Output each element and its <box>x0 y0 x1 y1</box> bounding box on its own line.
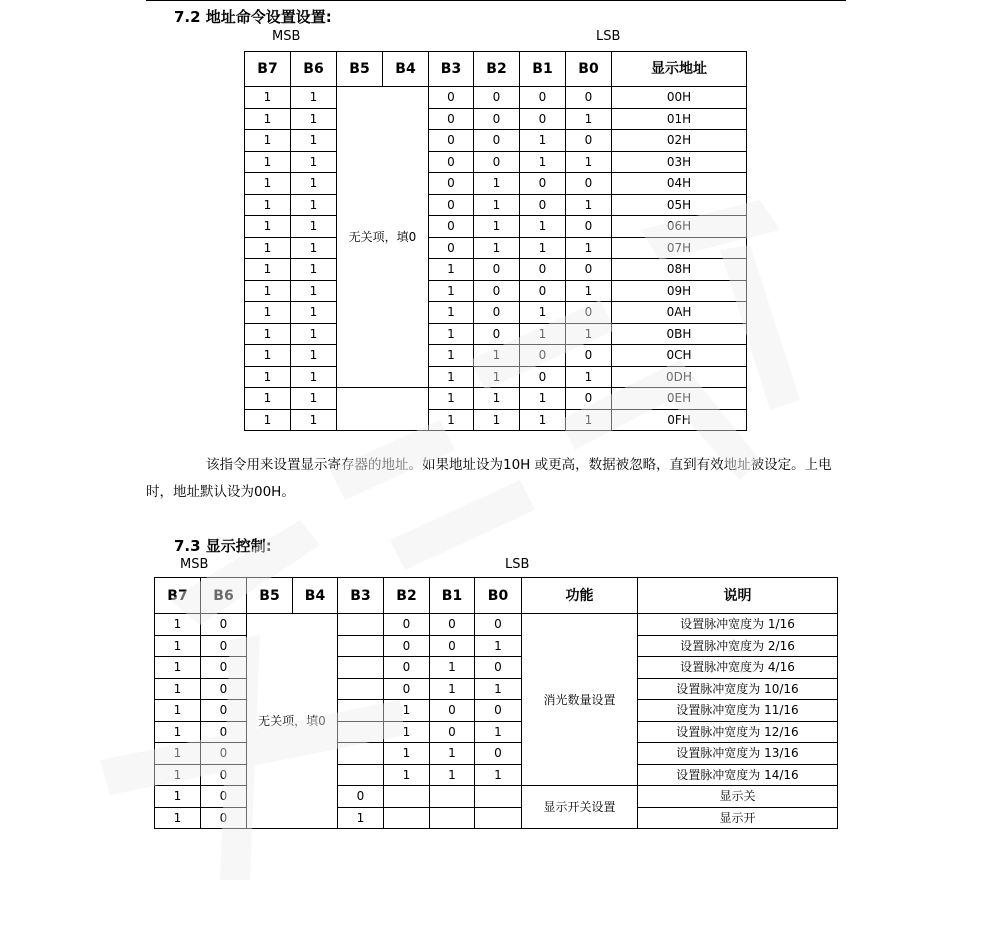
cell-description: 设置脉冲宽度为 14/16 <box>638 764 838 786</box>
cell-b2: 1 <box>474 366 520 388</box>
cell-b3: 0 <box>429 194 474 216</box>
cell-b3: 1 <box>338 807 384 829</box>
cell-b1: 0 <box>520 366 566 388</box>
table-row <box>155 614 838 636</box>
cell-b7: 1 <box>245 259 291 281</box>
cell-description: 设置脉冲宽度为 2/16 <box>638 635 838 657</box>
cell-b0: 0 <box>566 259 612 281</box>
cell-b2: 0 <box>474 151 520 173</box>
cell-b3-empty <box>338 721 384 743</box>
column-header: B0 <box>475 578 522 614</box>
cell-address: 0DH <box>612 366 747 388</box>
column-header: B7 <box>155 578 201 614</box>
cell-b1: 0 <box>520 173 566 195</box>
switch-function-cell: 显示开关设置 <box>522 786 638 829</box>
cell-b7: 1 <box>155 635 201 657</box>
table-row <box>245 237 747 259</box>
cell-b1: 1 <box>520 302 566 324</box>
cell-b0: 0 <box>475 743 522 765</box>
cell-b3: 1 <box>429 366 474 388</box>
cell-b6: 0 <box>201 678 247 700</box>
cell-b3: 1 <box>429 302 474 324</box>
cell-b2: 1 <box>474 237 520 259</box>
cell-b2: 1 <box>474 388 520 410</box>
cell-b0: 0 <box>566 216 612 238</box>
cell-b7: 1 <box>245 194 291 216</box>
cell-b0: 1 <box>475 764 522 786</box>
cell-b0: 1 <box>566 237 612 259</box>
cell-b0: 0 <box>566 345 612 367</box>
cell-b7: 1 <box>245 151 291 173</box>
cell-b1: 1 <box>520 130 566 152</box>
cell-b0: 0 <box>566 388 612 410</box>
table-row <box>245 388 747 410</box>
cell-b2-empty <box>384 786 430 808</box>
cell-b1-empty <box>430 807 475 829</box>
cell-b2: 1 <box>384 764 430 786</box>
column-header: 显示地址 <box>612 52 747 87</box>
cell-b2: 0 <box>474 259 520 281</box>
cell-b6: 1 <box>291 366 337 388</box>
cell-b7: 1 <box>245 108 291 130</box>
cell-b0: 1 <box>566 194 612 216</box>
lsb-label: LSB <box>596 29 621 44</box>
cell-b3: 1 <box>429 388 474 410</box>
cell-b1: 1 <box>520 237 566 259</box>
cell-b0: 1 <box>566 280 612 302</box>
cell-b0: 1 <box>475 721 522 743</box>
cell-description: 显示开 <box>638 807 838 829</box>
cell-b0: 1 <box>566 323 612 345</box>
cell-b1: 1 <box>520 216 566 238</box>
cell-b3-empty <box>338 678 384 700</box>
cell-b7: 1 <box>245 323 291 345</box>
cell-b2: 0 <box>474 130 520 152</box>
column-header: 功能 <box>522 578 638 614</box>
cell-b0: 1 <box>475 635 522 657</box>
cell-address: 03H <box>612 151 747 173</box>
section-7-2-title: 7.2 地址命令设置设置: <box>174 8 332 26</box>
cell-b7: 1 <box>245 216 291 238</box>
cell-b3: 0 <box>429 173 474 195</box>
cell-b6: 0 <box>201 657 247 679</box>
table-row <box>245 173 747 195</box>
cell-b0: 0 <box>566 173 612 195</box>
cell-b3-empty <box>338 764 384 786</box>
cell-b2: 0 <box>474 323 520 345</box>
cell-address: 02H <box>612 130 747 152</box>
cell-b6: 0 <box>201 721 247 743</box>
cell-b3-empty <box>338 657 384 679</box>
cell-b1: 0 <box>430 721 475 743</box>
cell-b6: 0 <box>201 635 247 657</box>
column-header: B3 <box>429 52 474 87</box>
table-row <box>245 259 747 281</box>
top-rule <box>146 0 846 1</box>
dim-function-cell: 消光数量设置 <box>522 614 638 786</box>
cell-b0: 1 <box>475 678 522 700</box>
table-row <box>245 194 747 216</box>
cell-address: 00H <box>612 87 747 109</box>
cell-b7: 1 <box>245 237 291 259</box>
cell-description: 设置脉冲宽度为 11/16 <box>638 700 838 722</box>
table-row <box>245 323 747 345</box>
cell-address: 0FH <box>612 409 747 431</box>
column-header: B7 <box>245 52 291 87</box>
cell-b1: 1 <box>430 743 475 765</box>
cell-b7: 1 <box>155 743 201 765</box>
cell-b1: 0 <box>520 87 566 109</box>
cell-b3: 0 <box>338 786 384 808</box>
cell-address: 0BH <box>612 323 747 345</box>
cell-b7: 1 <box>155 614 201 636</box>
cell-b6: 0 <box>201 764 247 786</box>
column-header: B5 <box>247 578 293 614</box>
column-header: B1 <box>430 578 475 614</box>
section-7-3-title: 7.3 显示控制: <box>174 537 272 555</box>
cell-address: 07H <box>612 237 747 259</box>
cell-b0: 1 <box>566 366 612 388</box>
column-header: B5 <box>337 52 383 87</box>
cell-b7: 1 <box>245 130 291 152</box>
cell-b1: 1 <box>520 151 566 173</box>
cell-b6: 1 <box>291 323 337 345</box>
cell-b7: 1 <box>155 678 201 700</box>
cell-b2: 1 <box>384 743 430 765</box>
cell-address: 0AH <box>612 302 747 324</box>
cell-b6: 1 <box>291 216 337 238</box>
cell-b7: 1 <box>245 87 291 109</box>
cell-b3: 0 <box>429 151 474 173</box>
cell-b2: 0 <box>384 657 430 679</box>
address-note: 该指令用来设置显示寄存器的地址。如果地址设为10H 或更高，数据被忽略，直到有效地址被设定。上电时，地址默认设为00H。 <box>146 457 832 500</box>
cell-b3: 1 <box>429 259 474 281</box>
cell-b3: 1 <box>429 345 474 367</box>
cell-b6: 1 <box>291 388 337 410</box>
cell-b6: 1 <box>291 259 337 281</box>
cell-address: 04H <box>612 173 747 195</box>
cell-b6: 0 <box>201 807 247 829</box>
cell-b3: 0 <box>429 216 474 238</box>
column-header: B4 <box>383 52 429 87</box>
cell-b3: 0 <box>429 108 474 130</box>
cell-b7: 1 <box>245 173 291 195</box>
cell-b2: 1 <box>384 721 430 743</box>
msb-label: MSB <box>272 29 301 44</box>
column-header: B3 <box>338 578 384 614</box>
cell-b6: 0 <box>201 700 247 722</box>
cell-b2: 1 <box>474 345 520 367</box>
cell-b1-empty <box>430 786 475 808</box>
cell-b1: 0 <box>520 345 566 367</box>
cell-b3-empty <box>338 635 384 657</box>
cell-b2: 0 <box>384 678 430 700</box>
column-header: B1 <box>520 52 566 87</box>
column-header: B2 <box>474 52 520 87</box>
cell-b7: 1 <box>155 721 201 743</box>
dont-care-cell: 无关项，填0 <box>337 87 429 388</box>
dont-care-cell: 无关项，填0 <box>247 614 338 829</box>
cell-b1: 1 <box>520 388 566 410</box>
cell-b1: 1 <box>430 657 475 679</box>
cell-b2-empty <box>384 807 430 829</box>
column-header: B6 <box>201 578 247 614</box>
address-command-table <box>244 51 747 431</box>
cell-b2: 0 <box>474 302 520 324</box>
cell-b3: 0 <box>429 237 474 259</box>
cell-b1: 1 <box>520 409 566 431</box>
table-row <box>245 280 747 302</box>
cell-b7: 1 <box>245 345 291 367</box>
cell-b7: 1 <box>155 786 201 808</box>
table-header-row <box>245 52 747 87</box>
cell-address: 08H <box>612 259 747 281</box>
cell-b6: 1 <box>291 87 337 109</box>
cell-b1: 0 <box>430 700 475 722</box>
cell-b1: 0 <box>520 194 566 216</box>
cell-b1: 0 <box>430 614 475 636</box>
cell-b0: 0 <box>475 700 522 722</box>
cell-b2: 0 <box>474 108 520 130</box>
cell-address: 01H <box>612 108 747 130</box>
cell-b0-empty <box>475 786 522 808</box>
cell-b0: 0 <box>566 302 612 324</box>
table-row <box>245 366 747 388</box>
cell-b1: 0 <box>520 280 566 302</box>
cell-address: 0EH <box>612 388 747 410</box>
cell-b2: 1 <box>474 173 520 195</box>
cell-b0: 0 <box>475 657 522 679</box>
cell-b6: 1 <box>291 108 337 130</box>
cell-b6: 1 <box>291 345 337 367</box>
cell-b6: 1 <box>291 302 337 324</box>
column-header: B2 <box>384 578 430 614</box>
cell-b3: 0 <box>429 87 474 109</box>
table-row <box>245 87 747 109</box>
cell-b3: 1 <box>429 323 474 345</box>
cell-b6: 1 <box>291 194 337 216</box>
cell-b7: 1 <box>155 764 201 786</box>
cell-address: 0CH <box>612 345 747 367</box>
empty-cell <box>337 388 429 431</box>
cell-b3-empty <box>338 614 384 636</box>
cell-b2: 1 <box>384 700 430 722</box>
cell-b7: 1 <box>245 280 291 302</box>
cell-address: 06H <box>612 216 747 238</box>
cell-b2: 1 <box>474 216 520 238</box>
cell-b6: 1 <box>291 237 337 259</box>
cell-b3: 1 <box>429 280 474 302</box>
cell-b1: 1 <box>430 764 475 786</box>
cell-b6: 0 <box>201 743 247 765</box>
cell-b2: 0 <box>474 87 520 109</box>
cell-b7: 1 <box>155 657 201 679</box>
column-header: B4 <box>293 578 338 614</box>
cell-b2: 0 <box>384 635 430 657</box>
cell-description: 显示关 <box>638 786 838 808</box>
table-row <box>245 216 747 238</box>
cell-description: 设置脉冲宽度为 1/16 <box>638 614 838 636</box>
table-row <box>245 151 747 173</box>
cell-b1: 0 <box>520 259 566 281</box>
cell-b6: 1 <box>291 130 337 152</box>
cell-description: 设置脉冲宽度为 12/16 <box>638 721 838 743</box>
table-row <box>245 108 747 130</box>
cell-b6: 1 <box>291 409 337 431</box>
msb-label: MSB <box>180 557 209 572</box>
cell-b7: 1 <box>155 807 201 829</box>
cell-b2: 1 <box>474 194 520 216</box>
cell-b1: 0 <box>520 108 566 130</box>
cell-b2: 1 <box>474 409 520 431</box>
cell-b6: 0 <box>201 786 247 808</box>
cell-description: 设置脉冲宽度为 10/16 <box>638 678 838 700</box>
cell-b3-empty <box>338 743 384 765</box>
cell-b0: 1 <box>566 409 612 431</box>
cell-b3: 1 <box>429 409 474 431</box>
table-row <box>245 409 747 431</box>
cell-b7: 1 <box>245 409 291 431</box>
cell-b1: 1 <box>430 678 475 700</box>
cell-b0-empty <box>475 807 522 829</box>
cell-b6: 0 <box>201 614 247 636</box>
column-header: 说明 <box>638 578 838 614</box>
column-header: B6 <box>291 52 337 87</box>
cell-b3-empty <box>338 700 384 722</box>
cell-b0: 1 <box>566 151 612 173</box>
cell-b1: 1 <box>520 323 566 345</box>
table-row <box>245 302 747 324</box>
lsb-label: LSB <box>505 557 530 572</box>
table-header-row <box>155 578 838 614</box>
cell-b2: 0 <box>384 614 430 636</box>
cell-b6: 1 <box>291 173 337 195</box>
cell-b3: 0 <box>429 130 474 152</box>
cell-b6: 1 <box>291 280 337 302</box>
cell-address: 05H <box>612 194 747 216</box>
cell-description: 设置脉冲宽度为 4/16 <box>638 657 838 679</box>
cell-b0: 1 <box>566 108 612 130</box>
table-row <box>245 345 747 367</box>
cell-b7: 1 <box>245 366 291 388</box>
cell-b7: 1 <box>245 302 291 324</box>
cell-b0: 0 <box>566 130 612 152</box>
cell-b1: 0 <box>430 635 475 657</box>
column-header: B0 <box>566 52 612 87</box>
cell-b7: 1 <box>245 388 291 410</box>
cell-b6: 1 <box>291 151 337 173</box>
table-row <box>245 130 747 152</box>
cell-b0: 0 <box>475 614 522 636</box>
cell-b2: 0 <box>474 280 520 302</box>
cell-b7: 1 <box>155 700 201 722</box>
display-control-table <box>154 577 838 829</box>
cell-b0: 0 <box>566 87 612 109</box>
cell-address: 09H <box>612 280 747 302</box>
cell-description: 设置脉冲宽度为 13/16 <box>638 743 838 765</box>
